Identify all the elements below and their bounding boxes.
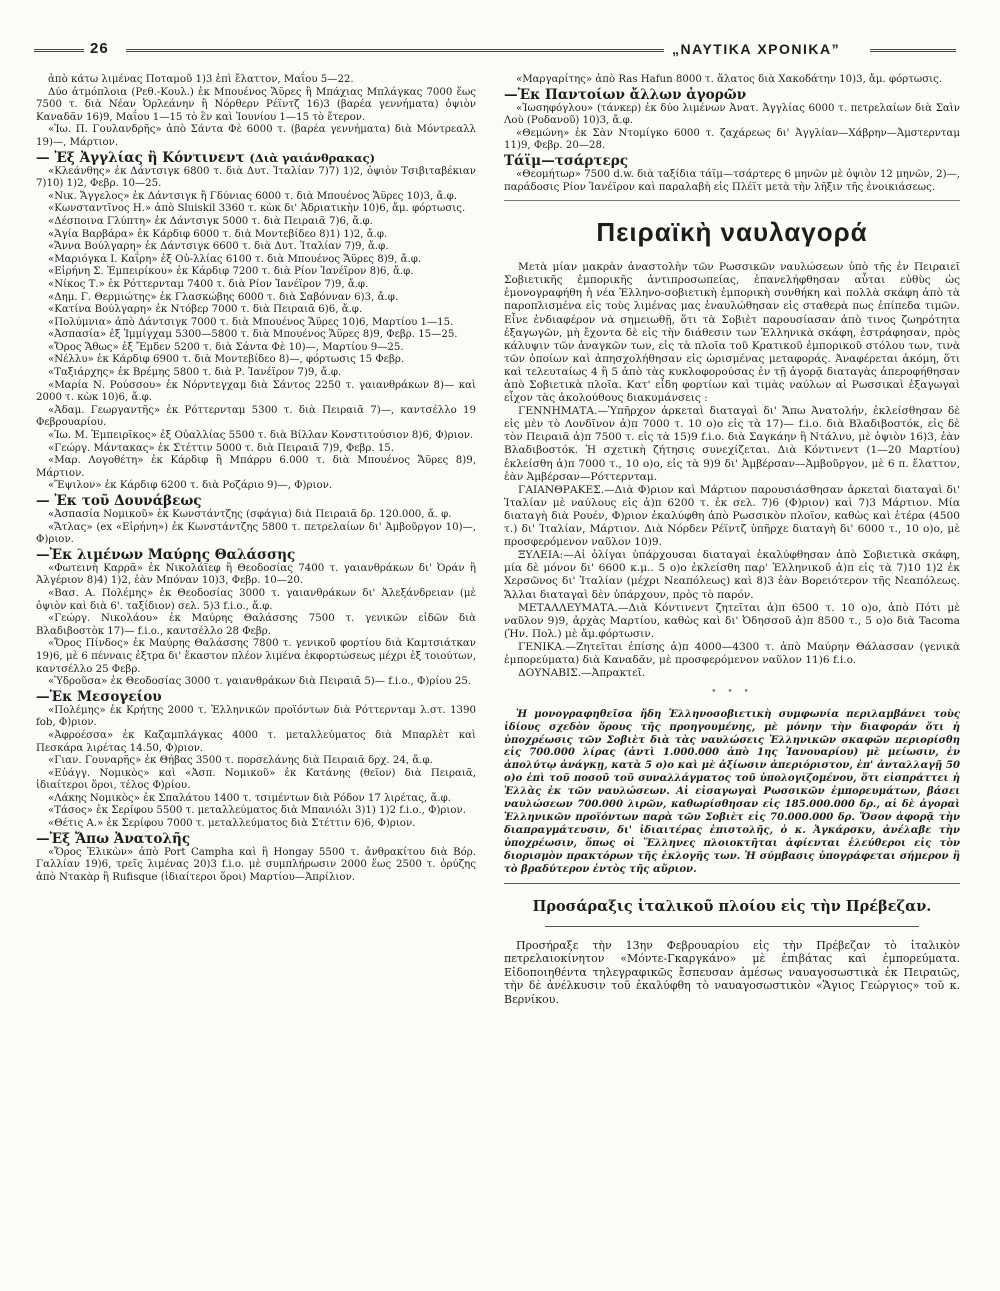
arrival-text: Προσήραξε τὴν 13ην Φεβρουαρίου εἰς τὴν Πρέβεζαν τὸ ἰταλικὸν πετρελαιοκίνητον «Μόντε-Γκαργκάνο» μὲ ἐπιβάτας καὶ ἐμπορεύματα. Εἰδοποιηθέντα τηλεγραφικῶς ἔσπευσαν ἀμέσως ναυαγοσωστικὰ ἐκ Πειραιῶς, τὴν δὲ ἀνέλκυσιν τοῦ ἐκαλύφθη τὸ ναυαγοσωστικὸν «Ἅγιος Γεώργιος» τοῦ κ. Βερνίκου.: [504, 938, 960, 1006]
list-item: «Ἰωσηφόγλου» (τάνκερ) ἐκ δύο λιμένων Ἀνατ. Ἀγγλίας 6000 τ. πετρελαίων διὰ Σαὶν Λοὺ (Ροδανοῦ) 10)3, ἄ.φ.: [504, 102, 960, 127]
separator-ornament: • • •: [711, 687, 753, 698]
section-title-black-sea: —Ἐκ λιμένων Μαύρης Θαλάσσης: [36, 546, 296, 563]
page-number: 26: [90, 40, 109, 57]
section-title-england: — Ἐξ Ἀγγλίας ἢ Κόντινεντ (Διὰ γαιάνθρακας): [36, 149, 376, 166]
market-paragraph: ΓΕΝΝΗΜΑΤΑ.—Ὑπῆρχον ἀρκεταὶ διαταγαὶ δι' Ἄπω Ἀνατολήν, ἐκλείσθησαν δὲ εἰς μὲν τὸ Λονδῖνον ἀ)π 7000 τ. 10 ο)ο εἰς τὰ 17)— f.i.o. διὰ Βλαδιβοστόκ, εἰς δὲ τὸν Πειραιᾶ ἀ)π 7500 τ. εἰς τὰ 15)9 f.i.o. διὰ Σαγκάην ἢ Ντάλνυ, μὲ ὀψιὸν 16)3, ἐὰν Βλαδιβοστόκ. Ἡ σχετικὴ ζήτησις συνεχίζεται. Διὰ Κόντινεντ (1—20 Μαρτίου) ἐκλείσθη ἀ)π 7000 τ., 10 ο)ο, εἰς τὰ 9)9 δι' Ἀμβέρσαν—Ἀμβοῦργον, μὲ 6 π. ἔλαττον, ἐὰν Ἀμβέρσαν—Ρόττερνταμ.: [504, 405, 960, 483]
list-item: «Κωνσταντῖνος Η.» ἀπὸ Sluiskil 3360 τ. κὼκ δι' Ἀδριατικὴν 10)6, ἄμ. φόρτωσις.: [48, 203, 466, 215]
list-item: «Γεώργ. Νικολάου» ἐκ Μαύρης Θαλάσσης 7500 τ. γενικῶν εἰδῶν διὰ Βλαδιβοστὸκ 17)— f.i.o., καντσέλλο 28 Φεβρ.: [36, 613, 476, 637]
market-paragraph: ΜΕΤΑΛΛΕΥΜΑΤΑ.—Διὰ Κόντινεντ ζητεῖται ἀ)π 6500 τ. 10 ο)ο, ἀπὸ Πότι μὲ ναῦλον 9)9, ἀρχὰς Μαρτίου, καθὼς καὶ δι' Ὀδησσοῦ ἀ)π 8500 τ., 5 ο)ο διὰ Tacoma (Ἡν. Πολ.) μὲ ἄμ.φόρτωσιν.: [504, 601, 960, 640]
list-item: «Ταξιάρχης» ἐκ Βρέμης 5800 τ. διὰ Ρ. Ἰανέϊρον 7)9, ἄ.φ.: [48, 367, 342, 379]
list-item: «Ἀσπασία Νομικοῦ» ἐκ Κωνστάντζης (σφάγια) διὰ Πειραιᾶ δρ. 120.000, ἄ. φ.: [48, 509, 452, 520]
publication-title: „ΝΑΥΤΙΚΑ ΧΡΟΝΙΚΑ”: [672, 41, 841, 57]
section-title-other-markets: —Ἐκ Παντοίων ἄλλων ἀγορῶν: [504, 86, 747, 103]
market-paragraph: Μετὰ μίαν μακρὰν ἀναστολὴν τῶν Ρωσσικῶν ναυλώσεων ὑπὸ τῆς ἐν Πειραιεῖ Σοβιετικῆς ἐμπορικῆς ἀντιπροσωπείας, ἐπανελήφθησαν αὗται εὐθὺς ὡς ἐμονογραφήθη ἡ νέα Ἑλληνο-σοβιετικὴ ἐμπορικὴ συνθήκη καὶ πολλὰ σκάφη ἀπὸ τὰ παροπλισμένα εἰς τοὺς λιμένας μας ἐναυλώθησαν εἰς σταθερὰ πως ἐπίπεδα τιμῶν. Εἶνε ἐνδιαφέρον νὰ σημειωθῇ, ὅτι τὰ Σοβιὲτ παρουσίασαν ἀπὸ τινος ζωηρότητα ἐξαγωγῶν, μὴ ἔχοντα δὲ εἰς τὴν διάθεσιν των Ἑλληνικὰ σκάφη, ἐστράφησαν, πρὸς κάλυψιν τῶν ἀναγκῶν των, εἰς τὰ πλοῖα τοῦ Κρατικοῦ ἐμπορικοῦ στόλου των, τινὰ τῶν ὁποίων καὶ ἀπησχολήθησαν εἰς ὡρισμένας μεταφοράς. Ἀναφέρεται ἀκόμη, ὅτι καὶ τελευταίως 4 ἢ 5 ἀπὸ τὰς κυκλοφορούσας ἐν τῇ ἀγορᾷ διαταγὰς ἀπεροφήθησαν ἀπὸ Σοβιετικὰ πλοῖα. Κατ' εἶδη φορτίων καὶ τιμὰς ναύλων αἱ Ρωσσικαὶ ἐξαγωγαὶ εἶχον τὰς ἀκολούθους διακυμάνσεις :: [504, 261, 960, 405]
market-paragraph: ΓΕΝΙΚΑ.—Ζητεῖται ἐπίσης ἀ)π 4000—4300 τ. ἀπὸ Μαύρην Θάλασσαν (γενικὰ ἐμπορεύματα) διὰ Καναδᾶν, μὲ προσφερόμενον ναῦλον 11)6 f.i.o.: [504, 640, 960, 666]
left-intro-1: ἀπὸ κάτω λιμένας Ποταμοῦ 1)3 ἐπὶ ἔλαττον, Μαΐου 5—22.: [48, 74, 354, 85]
list-item: «Γιαν. Γουναρῆς» ἐκ Θήβας 3500 τ. πορσελάνης διὰ Πειραιᾶ δρχ. 24, ἄ.φ.: [48, 755, 433, 767]
section-title-danube: — Ἐκ τοῦ Δουνάβεως: [36, 493, 202, 509]
list-item: «Μαρ. Λογοθέτη» ἐκ Κάρδιφ ἢ Μπάρρυ 6.000 τ. διὰ Μπουένος Ἄϋρες 8)9, Μάρτιον.: [36, 455, 476, 479]
market-paragraph: ΔΟΥΝΑΒΙΣ.—Ἀπρακτεῖ.: [518, 667, 646, 680]
list-item: «Νίκος Τ.» ἐκ Ρόττερνταμ 7400 τ. διὰ Ρίον Ἰανέϊρον 7)9, ἄ.φ.: [48, 278, 369, 290]
list-item: «Ἄννα Βούλγαρη» ἐκ Δάντσιγκ 6600 τ. διὰ Δυτ. Ἰταλίαν 7)9, ἄ.φ.: [48, 241, 389, 253]
right-intro-1: «Μαργαρίτης» ἀπὸ Ras Hafun 8000 τ. ἅλατος διὰ Χακοδάτην 10)3, ἄμ. φόρτωσις.: [516, 74, 943, 85]
arrival-title-rule: [545, 926, 919, 927]
header-rule-left: [34, 49, 84, 52]
list-item: «Εὐάγγ. Νομικὸς» καὶ «Ἀσπ. Νομικοῦ» ἐκ Κατάνης (θεῖον) διὰ Πειραιᾶ, ἰδιαίτεροι ὅροι, τέλος Φ)ρίου.: [36, 767, 476, 792]
list-item: «Ὄρος Πίνδος» ἐκ Μαύρης Θαλάσσης 7800 τ. γενικοῦ φορτίου διὰ Καμτσιάτκαν 19)6, μὲ 6 πένναις ἐξτρα δι' ἕκαστον πλέον λιμένα ἐκφορτώσεως μέχρι ἐξ τοιούτων, καντσέλλο 25 Φεβρ.: [36, 638, 476, 675]
agreement-note: [504, 709, 960, 884]
list-item: «Πολύμνια» ἀπὸ Δάντσιγκ 7000 τ. διὰ Μπουένος Ἄϋρες 10)6, Μαρτίου 1—15.: [48, 316, 454, 328]
market-paragraph: ΞΥΛΕΙΑ:—Αἱ ὀλίγαι ὑπάρχουσαι διαταγαὶ ἐκαλύφθησαν ἀπὸ Σοβιετικὰ σκάφη, μία δὲ μόνον δι' 6600 κ.μ.. 5 ο)ο ἐκλείσθη παρ' Ἑλληνικοῦ ἀ)π εἰς τὰ 7)10 1)2 ἐκ Χερσῶνος δι' Ἰταλίαν (μέχρι Νεαπόλεως) καὶ 8)3 ἐὰν Βορειότερον τῆς Νεαπόλεως. Ἄλλαι διαταγαὶ δὲν ὑπάρχουν, πρὸς τὸ παρόν.: [504, 549, 960, 601]
right-column: [504, 74, 960, 1007]
list-item: «Εἰρήνη Σ. Ἐμπειρίκου» ἐκ Κάρδιφ 7200 τ. διὰ Ρίον Ἰανέϊρον 8)6, ἄ.φ.: [48, 266, 414, 278]
list-item: «Νικ. Ἄγγελος» ἐκ Δάντσιγκ ἢ Γδύνιας 6000 τ. διὰ Μπουένος Ἄϋρες 10)3, ἄ.φ.: [48, 190, 458, 202]
left-column: [36, 74, 476, 884]
list-item: «Μαρία Ν. Ρούσσου» ἐκ Νόρντεγχαμ διὰ Σάντος 2250 τ. γαιανθράκων 8)— καὶ 2000 τ. κὼκ 10)6, ἄ.φ.: [36, 379, 476, 404]
market-report: [504, 261, 960, 680]
list-item: «Ἰω. Μ. Ἐμπειρῖκος» ἐξ Οὐαλλίας 5500 τ. διὰ Βίλλαν Κονστιτούσιον 8)6, Φ)ριον.: [48, 430, 474, 442]
arrival-title: Προσάραξις ἰταλικοῦ πλοίου εἰς τὴν Πρέβεζαν.: [532, 897, 932, 915]
list-item: «Κατίνα Βούλγαρη» ἐκ Ντόβερ 7000 τ. διὰ Πειραιᾶ 6)6, ἄ.φ.: [48, 304, 363, 316]
section-subtitle-coal: (Διὰ γαιάνθρακας): [249, 150, 376, 165]
list-item: «Ἁγία Βαρβάρα» ἐκ Κάρδιφ 6000 τ. διὰ Μοντεβίδεο 8)1) 1)2, ἄ.φ.: [48, 228, 388, 240]
section-title-time-charter: Τάϊμ—τσάρτερς: [504, 152, 629, 169]
list-item: «Κλεάνθης» ἐκ Δάντσιγκ 6800 τ. διὰ Δυτ. Ἰταλίαν 7)7) 1)2, ὀψιὸν Τσιβιταβέκιαν 7)10) 1)2, Φεβρ. 10—25.: [36, 165, 476, 190]
list-item: «Βασ. Α. Πολέμης» ἐκ Θεοδοσίας 3000 τ. γαιανθράκων δι' Ἀλεξάνδρειαν (μὲ ὀψιὸν καὶ διὰ 6'. ταξίδιον) σελ. 5)3 f.i.o., ἄ.φ.: [36, 587, 476, 612]
list-item: «Ἀφροέσσα» ἐκ Καζαμπλάγκας 4000 τ. μεταλλεύματος διὰ Μπαρλὲτ καὶ Πεσκάρα λιρέτας 14.50, Φ)ριον.: [36, 729, 476, 754]
list-item: «Ὄρος Ἑλικὼν» ἀπὸ Port Campha καὶ ἢ Hongay 5500 τ. ἀνθρακίτου διὰ Βόρ. Γαλλίαν 19)6, τρεῖς λιμένας 20)3 f.i.o. μὲ συμπλήρωσιν 2000 ἕως 2500 τ. ὀρύζης ἀπὸ Ντακὰρ ἢ Rufisque (ἰδιαίτεροι ὅροι) Μαρτίου—Ἀπρίλιον.: [36, 846, 476, 883]
list-item: «Νέλλυ» ἐκ Κάρδιφ 6900 τ. διὰ Μοντεβίδεο 8)—, φόρτωσις 15 Φεβρ.: [48, 354, 405, 366]
list-item: «Φωτεινὴ Καρρᾶ» ἐκ Νικολάϊεφ ἢ Θεοδοσίας 7400 τ. γαιανθράκων δι' Ὀράν ἢ Ἀλγέριον 8)4) 1)2, ἐὰν Μπόναν 10)3, Φεβρ. 10—20.: [36, 562, 476, 587]
list-item: «Λάκης Νομικὸς» ἐκ Σπαλάτου 1400 τ. τσιμέντων διὰ Ρόδον 17 λιρέτας, ἄ.φ.: [48, 792, 451, 804]
section-title-far-east: —Ἐξ Ἄπω Ἀνατολῆς: [36, 830, 191, 847]
list-item: «Δέσποινα Γλύπτη» ἐκ Δάντσιγκ 5000 τ. διὰ Πειραιᾶ 7)6, ἄ.φ.: [48, 215, 373, 227]
list-item: «Γεώργ. Μάντακας» ἐκ Στέττιν 5000 τ. διὰ Πειραιᾶ 7)9, Φεβρ. 15.: [48, 442, 395, 454]
list-item: «Δημ. Γ. Θερμιώτης» ἐκ Γλασκώβης 6000 τ. διὰ Σαβόνναν 6)3, ἄ.φ.: [48, 291, 399, 303]
list-item: «Θεμώνη» ἐκ Σὰν Ντομίγκο 6000 τ. ζαχάρεως δι' Ἀγγλίαν—Χάβρην—Ἀμστερνταμ 11)9, Φεβρ. 20—28.: [504, 127, 960, 152]
section-title-mediterranean: —Ἐκ Μεσογείου: [36, 688, 162, 705]
list-item: «Ἄτλας» (ex «Εἰρήνη») ἐκ Κωνστάντζης 5800 τ. πετρελαίων δι' Ἀμβοῦργον 10)—, Φ)ριον.: [36, 521, 476, 546]
list-item: «Ἀσπασία» ἐξ Ἰμμίγχαμ 5300—5800 τ. διὰ Μπουένος Ἄϋρες 8)9, Φεβρ. 15—25.: [48, 329, 458, 341]
header-rule-middle: [126, 49, 664, 52]
market-paragraph: ΓΑΙΑΝΘΡΑΚΕΣ.—Διὰ Φ)ριον καὶ Μάρτιον παρουσιάσθησαν ἀρκεταὶ διαταγαὶ δι' Ἰταλίαν μὲ ναύλους εἰς ἀ)π 6200 τ. ἐκ σελ. 7)6 (Φ)ριον) καὶ 7)3 Μάρτιον. Μία διαταγὴ διὰ Ρουέν, Φ)ριον ἐκαλύφθη ἀπὸ Ρωσσικὸν πλοῖον, καθὼς καὶ ἑτέρα (4500 τ.) δι' Ἰταλίαν, Μάρτιον. Διὰ Νόρδεν Ρέϊντζ ὑπῆρχε διαταγὴ δι' 6000 τ., 10 ο)ο, μὲ προσφερόμενον ναῦλον 10)9.: [504, 483, 960, 549]
list-item: «Ἔψιλον» ἐκ Κάρδιφ 6200 τ. διὰ Ροζάριο 9)—, Φ)ριον.: [48, 480, 333, 492]
agreement-note-text: Ἡ μονογραφηθεῖσα ἤδη Ἑλληνοσοβιετικὴ συμφωνία περιλαμβάνει τοὺς ἰδίους σχεδὸν ὅρους τῆς προηγουμένης, μὲ μόνην τὴν διαφοράν ὅτι ἡ ὑποχρέωσις τῶν Σοβιὲτ διὰ τὰς ναυλώσεις Ἑλληνικῶν σκαφῶν περιορίσθη εἰς 700.000 λίρας (ἀντὶ 1.000.000 ἀπὸ 1ης Ἰανουαρίου) μὲ μείωσιν, ἐν ἀπολύτῳ ἀνάγκῃ, κατὰ 5 ο)ο καὶ μὲ ἀξίωσιν ἀπεριόριστον, ἐπ' ἀνταλλαγῇ 50 ο)ο ἐπὶ τοῦ ποσοῦ τοῦ συναλλάγματος τοῦ ὑπολογιζομένου, ὅτι εἰσπράττει ἡ Ἑλλὰς ἐκ τῶν ναυλώσεων. Αἱ εἰσαγωγαὶ Ρωσσικῶν ἐμπορευμάτων, βάσει ναυλώσεων 700.000 λιρῶν, καθωρίσθησαν εἰς 185.000.000 δρ., αἱ δὲ ἀγοραὶ Ἑλληνικῶν προϊόντων παρὰ τῶν Σοβιὲτ εἰς 70.000.000 δρ. Ὅσον ἀφορᾷ τὴν διαπραγμάτευσιν, δι' ἰδιαιτέρας ἐπιστολῆς, ὁ κ. Ἀγκάρσκυ, ἀνέλαβε τὴν ὑποχρέωσιν, ὅπως οἱ Ἕλληνες πλοιοκτῆται ἀφίενται ἐλεύθεροι εἰς τὸν διορισμὸν πρακτόρων τῆς ἐκλογῆς των. Ἡ σύμβασις ὑπογράφεται σήμερον ἢ τὸ βραδύτερον ἐντὸς τῆς αὔριον.: [504, 708, 960, 875]
list-item: «Ὑδροῦσα» ἐκ Θεοδοσίας 3000 τ. γαιανθράκων διὰ Πειραιᾶ 5)— f.i.o., Φ)ρίου 25.: [48, 676, 472, 688]
arrival-article: [504, 939, 960, 1007]
list-item: «Τάσος» ἐκ Σερίφου 5500 τ. μεταλλεύματος διὰ Μπανιόλι 3)1) 1)2 f.i.o., Φ)ριον.: [48, 805, 466, 817]
list-item: «Ἀδαμ. Γεωργαντῆς» ἐκ Ρόττερνταμ 5300 τ. διὰ Πειραιᾶ 7)—, καντσέλλο 19 Φεβρουαρίου.: [36, 404, 476, 429]
list-item: «Ὄρος Ἄθως» ἐξ Ἔμδεν 5200 τ. διὰ Σάντα Φὲ 10)—, Μαρτίου 9—25.: [48, 341, 404, 353]
list-item: «Πολέμης» ἐκ Κρήτης 2000 τ. Ἑλληνικῶν προϊόντων διὰ Ρόττερνταμ λ.στ. 1390 fob, Φ)ριον.: [36, 704, 476, 729]
list-item: «Μαριόγκα Ι. Καΐρη» ἐξ Οὐ-λλίας 6100 τ. διὰ Μπουένος Ἄϋρες 8)9, ἄ.φ.: [48, 253, 422, 265]
market-title: Πειραϊκὴ ναυλαγορά: [596, 217, 868, 248]
page-header: [34, 40, 956, 66]
left-intro-3: «Ἰω. Π. Γουλανδρῆς» ἀπὸ Σάντα Φὲ 6000 τ. (βαρέα γεννήματα) διὰ Μόντρεαλλ 19)—, Μάρτιον.: [36, 124, 476, 148]
divider: [504, 200, 960, 201]
left-intro-2: Δύο ἀτμόπλοια (Ρεθ.-Κουλ.) ἐκ Μπουένος Ἄϋρες ἢ Μπάχιας Μπλάγκας 7000 ἕως 7500 τ. διὰ Νέαν Ὀρλεάνην ἢ Νόρθερν Ρέϊντζ 16)3 (βαρέα γεννήματα) ὀψιὸν Καναδᾶν 16)9, Μαΐου 1—15 τὸ ἓν καὶ Ἰουνίου 1—15 τὸ ἕτερον.: [36, 86, 476, 123]
header-rule-right: [870, 49, 956, 52]
list-item: «Θέτις Α.» ἐκ Σερίφου 7000 τ. μεταλλεύματος διὰ Στέττιν 6)6, Φ)ριον.: [48, 818, 416, 830]
list-item: «Θεομήτωρ» 7500 d.w. διὰ ταξίδια τάϊμ—τσάρτερς 6 μηνῶν μὲ ὀψιὸν 12 μηνῶν, 2)—, παράδοσις Ρίον Ἰανέϊρον καὶ παραλαβὴ εἰς Πλέϊτ μετὰ τὴν λῆξιν τῆς ἐνοικιάσεως.: [504, 168, 960, 193]
